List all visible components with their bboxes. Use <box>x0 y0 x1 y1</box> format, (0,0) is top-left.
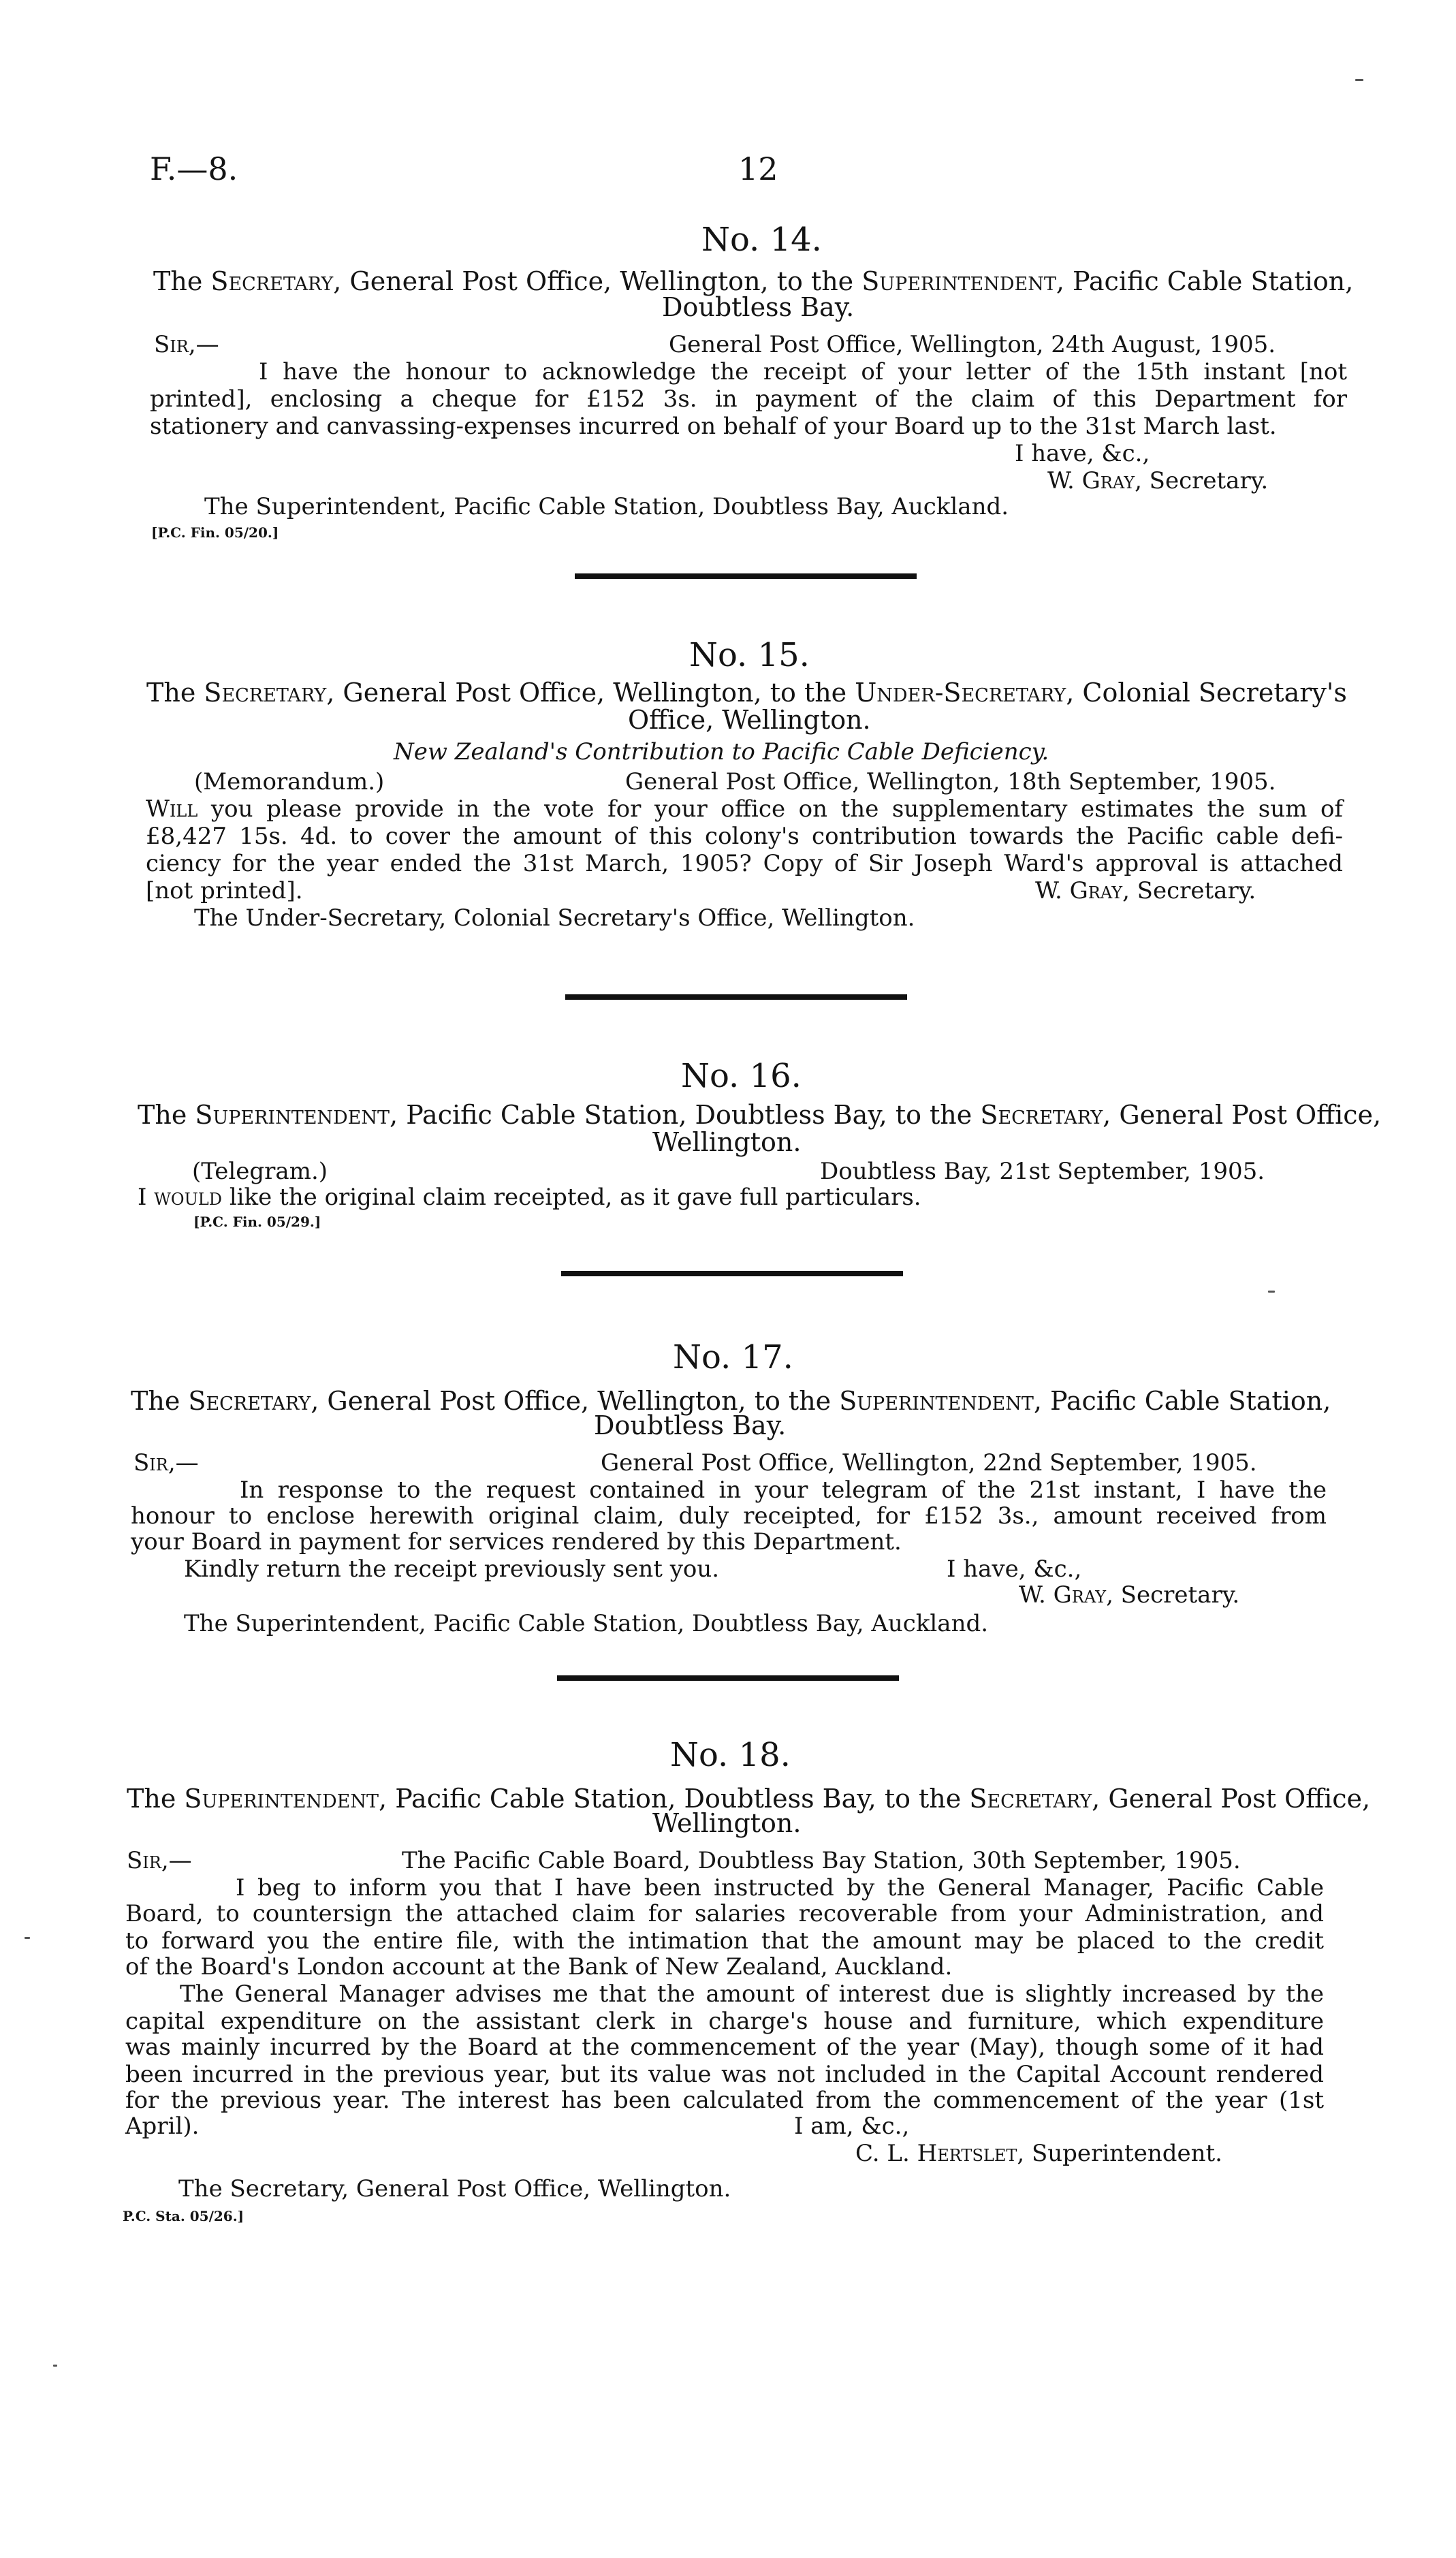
letter-16-heading-line2: Wellington. <box>652 1127 802 1157</box>
letter-18-body-line-1: I beg to inform you that I have been instructed by the General Manager, Pacific Cable <box>236 1874 1324 1901</box>
letter-17-body-last: Kindly return the receipt previously sent you. <box>184 1556 720 1583</box>
letter-14-heading-line2: Doubtless Bay. <box>662 292 855 322</box>
letter-18-addressee: The Secretary, General Post Office, Wellington. <box>178 2175 731 2202</box>
letter-14-body-line-1: I have the honour to acknowledge the receipt of your letter of the 15th instant [not <box>259 358 1347 385</box>
letter-18-address-date: The Pacific Cable Board, Doubtless Bay Station, 30th September, 1905. <box>402 1847 1241 1874</box>
letter-17-address-date: General Post Office, Wellington, 22nd September, 1905. <box>601 1449 1257 1477</box>
letter-17-addressee: The Superintendent, Pacific Cable Station, Doubtless Bay, Auckland. <box>184 1610 989 1637</box>
letter-14-number: No. 14. <box>701 221 822 259</box>
letter-18-heading: The Superintendent, Pacific Cable Station, Doubtless Bay, to the Secretary, General Post Office, <box>127 1784 1371 1814</box>
letter-18-body-line-2: Board, to countersign the attached claim for salaries recoverable from your Administration, and <box>125 1900 1324 1927</box>
letter-15-number: No. 15. <box>689 636 810 674</box>
letter-15-signature: W. Gray, Secretary. <box>1035 877 1256 904</box>
letter-17-body-line-1: In response to the request contained in your telegram of the 21st instant, I have the <box>240 1477 1327 1504</box>
letter-17-heading-line2: Doubtless Bay. <box>594 1410 787 1440</box>
letter-14-closing: I have, &c., <box>1015 440 1150 467</box>
letter-18-heading-line2: Wellington. <box>652 1808 802 1838</box>
letter-15-body-line-1: Will you please provide in the vote for your office on the supplementary estimates the sum of <box>146 795 1344 823</box>
letter-18-signature: C. L. Hertslet, Superintendent. <box>855 2140 1222 2167</box>
letter-16-body: I would like the original claim receipted, as it gave full particulars. <box>138 1184 921 1211</box>
letter-16-memo-label: (Telegram.) <box>192 1158 328 1185</box>
letter-18-body2-line-1: The General Manager advises me that the amount of interest due is slightly increased by the <box>180 1980 1324 2008</box>
letter-15-address-date: General Post Office, Wellington, 18th September, 1905. <box>625 768 1276 795</box>
letter-14-salutation: Sir,— <box>154 331 219 358</box>
letter-18-number: No. 18. <box>670 1736 791 1774</box>
letter-15-memo-label: (Memorandum.) <box>194 768 385 795</box>
letter-16-address-date: Doubtless Bay, 21st September, 1905. <box>820 1158 1265 1185</box>
letter-15-heading-line2: Office, Wellington. <box>628 705 871 735</box>
letter-14-address-date: General Post Office, Wellington, 24th August, 1905. <box>669 331 1276 358</box>
letter-15-body-line-4: [not printed]. <box>146 877 303 904</box>
letter-15-body-line-3: ciency for the year ended the 31st March, 1905? Copy of Sir Joseph Ward's approval is attached <box>146 850 1343 877</box>
letter-15-subject: New Zealand's Contribution to Pacific Cable Deficiency. <box>394 738 1049 765</box>
letter-15-body-line-2: £8,427 15s. 4d. to cover the amount of this colony's contribution towards the Pacific cable defi- <box>146 823 1343 850</box>
letter-18-body-line-3: to forward you the entire file, with the intimation that the amount may be placed to the credit <box>125 1927 1324 1955</box>
letter-17-closing: I have, &c., <box>947 1556 1082 1583</box>
letter-17-signature: W. Gray, Secretary. <box>1019 1581 1240 1609</box>
section-divider-2 <box>565 994 907 1000</box>
letter-14-signature: W. Gray, Secretary. <box>1047 467 1269 494</box>
letter-15-heading: The Secretary, General Post Office, Wellington, to the Under-Secretary, Colonial Secretary's <box>146 678 1347 708</box>
scan-speck <box>53 2365 57 2367</box>
page-number: 12 <box>738 151 778 187</box>
letter-18-body2-line-3: was mainly incurred by the Board at the commencement of the year (May), though some of it had <box>125 2034 1324 2061</box>
letter-14-addressee: The Superintendent, Pacific Cable Station, Doubtless Bay, Auckland. <box>204 493 1009 520</box>
scan-speck <box>25 1937 30 1939</box>
letter-18-body2-line-4: been incurred in the previous year, but its value was not included in the Capital Account rendered <box>125 2061 1324 2088</box>
letter-14-body-line-2: printed], enclosing a cheque for £152 3s. in payment of the claim of this Department for <box>150 385 1347 413</box>
scan-speck <box>1268 1291 1275 1293</box>
letter-18-closing: I am, &c., <box>794 2113 910 2140</box>
section-divider-4 <box>557 1675 899 1681</box>
series-label: F.—8. <box>150 151 238 187</box>
letter-18-reference: P.C. Sta. 05/26.] <box>123 2208 244 2224</box>
section-divider-1 <box>575 573 917 579</box>
letter-17-body-line-3: your Board in payment for services rendered by this Department. <box>131 1528 902 1556</box>
letter-18-body2-line-2: capital expenditure on the assistant clerk in charge's house and furniture, which expenditure <box>125 2008 1324 2035</box>
letter-14-reference: [P.C. Fin. 05/20.] <box>151 524 279 541</box>
letter-14-body-line-3: stationery and canvassing-expenses incurred on behalf of your Board up to the 31st March last. <box>150 413 1277 440</box>
letter-17-number: No. 17. <box>673 1338 793 1376</box>
scan-speck <box>1355 79 1363 81</box>
letter-17-salutation: Sir,— <box>133 1449 199 1477</box>
letter-18-body2-line-6: April). <box>125 2113 200 2140</box>
letter-16-reference: [P.C. Fin. 05/29.] <box>193 1214 321 1230</box>
letter-18-salutation: Sir,— <box>127 1847 192 1874</box>
letter-17-body-line-2: honour to enclose herewith original claim, duly receipted, for £152 3s., amount received from <box>131 1502 1327 1530</box>
letter-18-body-line-4: of the Board's London account at the Bank of New Zealand, Auckland. <box>125 1953 953 1980</box>
letter-18-body2-line-5: for the previous year. The interest has been calculated from the commencement of the year (1st <box>125 2087 1324 2114</box>
letter-16-heading: The Superintendent, Pacific Cable Station, Doubtless Bay, to the Secretary, General Post Office, <box>138 1100 1382 1130</box>
section-divider-3 <box>561 1271 903 1276</box>
letter-15-addressee: The Under-Secretary, Colonial Secretary's Office, Wellington. <box>194 904 915 932</box>
letter-16-number: No. 16. <box>681 1057 802 1095</box>
letter-17-heading: The Secretary, General Post Office, Wellington, to the Superintendent, Pacific Cable Station, <box>131 1386 1331 1416</box>
letter-14-heading: The Secretary, General Post Office, Wellington, to the Superintendent, Pacific Cable Station, <box>153 266 1354 296</box>
